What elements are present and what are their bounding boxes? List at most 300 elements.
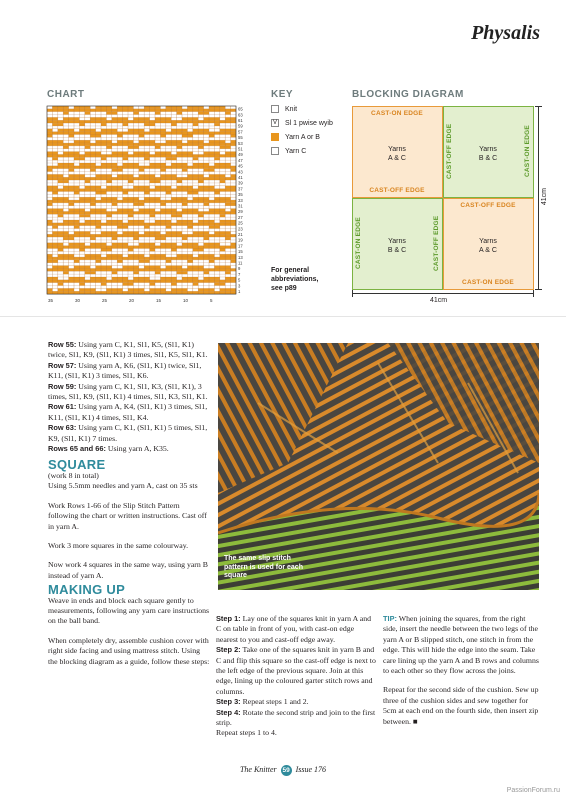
tip-label: TIP: [383,614,397,623]
chart-cell [123,283,128,286]
key-heading: KEY [271,89,294,100]
chart-cell [214,226,219,229]
chart-row [47,240,236,243]
chart-cell [220,277,225,280]
chart-cell [209,226,214,229]
chart-cell [112,209,117,212]
chart-cell [139,231,144,234]
chart-cell [106,249,111,252]
chart-cell [123,226,128,229]
chart-cell [155,112,160,115]
chart-cell [182,140,187,143]
chart-cell [209,129,214,132]
column-label: 10 [183,298,189,304]
chart-cell [123,129,128,132]
chart-cell [133,106,138,109]
chart-cell [204,266,209,269]
chart-row [47,149,236,152]
chart-cell [166,129,171,132]
row-label: 23 [238,226,243,232]
edge-label: CAST-ON EDGE [524,125,531,177]
chart-cell [171,220,176,223]
chart-row [47,200,236,203]
chart-cell [74,260,79,263]
chart-cell [128,283,133,286]
dimension-tick [535,106,542,107]
chart-cell [90,135,95,138]
dimension-tick [535,289,542,290]
chart-cell [90,174,95,177]
chart-cell [85,146,90,149]
chart-cell [198,180,203,183]
slip-swatch: V [272,120,277,126]
row-label: 39 [238,180,243,186]
height-dimension: 41cm [541,188,548,206]
chart-cell [177,214,182,217]
square-bottom-right [443,198,534,290]
chart-cell [144,226,149,229]
chart-cell [139,163,144,166]
chart-cell [214,220,219,223]
row-label: 25 [238,220,243,226]
chart-cell [52,220,57,223]
pattern-row: Row 59: Using yarn C, K1, Sl1, K3, (Sl1, K1), 3 times, Sl1, K9, (Sl1, K1) 4 times, Sl1, K3, Sl1, K1. [48,381,208,402]
chart-cell [47,266,52,269]
chart-cell [47,260,52,263]
chart-cell [58,277,63,280]
chart-cell [47,135,52,138]
chart-cell [204,237,209,240]
chart-cell [128,117,133,120]
chart-row [47,115,236,118]
chart-cell [177,180,182,183]
pattern-row: Rows 65 and 66: Using yarn A, K35. [48,444,169,454]
chart-row [47,263,236,266]
chart-row [47,186,236,189]
chart-cell [225,106,230,109]
key-item [271,119,333,127]
chart-cell [117,260,122,263]
chart-cell [155,271,160,274]
chart-cell [128,152,133,155]
chart-cell [112,203,117,206]
chart-cell [209,163,214,166]
chart-cell [63,140,68,143]
key-label: Knit [285,105,298,113]
chart-cell [139,260,144,263]
chart-cell [85,180,90,183]
chart-cell [47,203,52,206]
column-label: 30 [75,298,81,304]
chart-cell [58,152,63,155]
row-label: 35 [238,192,243,198]
chart-cell [182,237,187,240]
pattern-row: Row 55: Using yarn C, K1, Sl1, K5, (Sl1, K1) twice, Sl1, K9, (Sl1, K1) 3 times, Sl1, K5, Sl1, K1. [48,340,208,360]
chart-cell [112,112,117,115]
chart-cell [128,277,133,280]
edge-label: CAST-ON EDGE [462,279,514,286]
chart-key [271,105,333,161]
chart-cell [69,169,74,172]
chart-cell [150,283,155,286]
chart-cell [166,254,171,257]
chart-cell [47,163,52,166]
chart-cell [85,214,90,217]
steps-list [216,614,376,728]
row-label: 1 [238,288,241,294]
row-label: 31 [238,203,243,209]
chart-cell [150,180,155,183]
chart-cell [133,140,138,143]
chart-cell [166,288,171,291]
chart-cell [117,226,122,229]
chart-cell [79,117,84,120]
chart-cell [58,186,63,189]
chart-cell [63,277,68,280]
chart-cell [160,106,165,109]
chart-cell [198,152,203,155]
row-label: 3 [238,283,241,289]
chart-cell [69,197,74,200]
chart-cell [133,209,138,212]
chart-cell [177,243,182,246]
chart-cell [160,197,165,200]
chart-cell [231,169,236,172]
watermark: PassionForum.ru [506,787,560,794]
chart-cell [90,231,95,234]
chart-cell [225,237,230,240]
chart-cell [231,197,236,200]
chart-cell [150,117,155,120]
step-item: Step 3: Repeat steps 1 and 2. [216,697,309,707]
chart-cell [225,271,230,274]
chart-row [47,183,236,186]
chart-cell [90,140,95,143]
paragraph: Repeat for the second side of the cushion. Sew up three of the cushion sides and sew together for 5cm at each end on the fourth side, then insert zip between. ■ [383,685,539,726]
chart-row [47,177,236,180]
page-footer [0,765,566,776]
chart-cell [187,192,192,195]
instructions-column-3 [383,614,541,736]
chart-cell [69,231,74,234]
chart-cell [117,135,122,138]
chart-cell [52,129,57,132]
chart-cell [79,220,84,223]
edge-label: CAST-OFF EDGE [433,215,440,271]
chart-cell [144,192,149,195]
paragraph: Work Rows 1-66 of the Slip Stitch Pattern following the chart or written instructions. Cast off in yarn A. [48,500,207,531]
row-label: 65 [238,106,243,112]
chart-cell [112,169,117,172]
chart-row [47,217,236,220]
chart-cell [209,197,214,200]
chart-cell [193,192,198,195]
chart-cell [85,209,90,212]
chart-cell [85,112,90,115]
column-label: 25 [102,298,108,304]
row-label: 53 [238,140,243,146]
chart-cell [160,231,165,234]
chart-cell [150,277,155,280]
chart-cell [155,140,160,143]
chart-cell [182,266,187,269]
chart-cell [193,249,198,252]
square-heading: SQUARE [48,457,106,473]
chart-row [47,146,236,149]
page-title: Physalis [471,22,540,44]
chart-cell [101,254,106,257]
chart-cell [209,231,214,234]
chart-cell [123,220,128,223]
chart-cell [96,260,101,263]
chart-cell [193,152,198,155]
chart-cell [155,237,160,240]
edge-label: CAST-OFF EDGE [446,123,453,179]
chart-cell [133,203,138,206]
chart-cell [225,209,230,212]
chart-row [47,137,236,140]
chart-cell [139,106,144,109]
chart-cell [123,157,128,160]
chart-cell [182,203,187,206]
blocking-heading: BLOCKING DIAGRAM [352,89,464,100]
knitted-cushion-photo [218,343,539,590]
chart-cell [198,117,203,120]
chart-cell [101,123,106,126]
chart-cell [220,249,225,252]
chart-cell [58,123,63,126]
chart-cell [117,197,122,200]
chart-cell [171,186,176,189]
chart-cell [209,135,214,138]
chart-cell [101,220,106,223]
chart-cell [214,157,219,160]
chart-cell [112,106,117,109]
chart-row [47,277,236,280]
chart-cell [198,249,203,252]
key-item [271,105,333,113]
chart-cell [139,135,144,138]
chart-row [47,286,236,289]
chart-cell [160,135,165,138]
chart-cell [144,163,149,166]
chart-cell [193,123,198,126]
chart-row [47,234,236,237]
row-label: 17 [238,243,243,249]
chart-cell [90,237,95,240]
chart-cell [74,254,79,257]
chart-row [47,126,236,129]
paragraph: Using 5.5mm needles and yarn A, cast on 35 sts [48,481,198,491]
making-up-heading: MAKING UP [48,582,126,598]
knit-swatch [271,105,279,113]
chart-cell [79,152,84,155]
chart-cell [193,157,198,160]
chart-cell [204,209,209,212]
chart-cell [85,243,90,246]
chart-cell [187,260,192,263]
chart-cell [101,283,106,286]
chart-cell [52,123,57,126]
chart-cell [63,112,68,115]
chart-cell [128,146,133,149]
tip-paragraph [383,614,541,676]
chart-row [47,180,236,183]
square-bottom-left [352,198,443,290]
row-label: 57 [238,129,243,135]
chart-cell [182,135,187,138]
chart-row [47,189,236,192]
chart-cell [58,249,63,252]
chart-cell [144,129,149,132]
chart-cell [47,231,52,234]
chart-cell [231,106,236,109]
chart-cell [209,169,214,172]
chart-cell [204,140,209,143]
chart-row [47,206,236,209]
chart-cell [171,117,176,120]
chart-cell [47,169,52,172]
chart-cell [150,249,155,252]
chart-cell [52,157,57,160]
chart-cell [150,186,155,189]
chart-cell [166,197,171,200]
chart-cell [123,186,128,189]
tip-text: When joining the squares, from the right side, insert the needle between the two legs of the yarn A or B slipped stitch, one stitch in from the edge. This will hide the edge into the seam. Take care lining up the yarn A and B rows and columns to each other so they flow across the joins. [383,614,539,676]
chart-cell [52,226,57,229]
chart-cell [177,146,182,149]
chart-cell [171,254,176,257]
width-dimension: 41cm [430,297,448,304]
chart-cell [225,140,230,143]
yarns-label: Yarns B & C [387,238,407,254]
chart-cell [101,192,106,195]
chart-cell [150,123,155,126]
chart-cell [123,254,128,257]
chart-cell [144,254,149,257]
chart-cell [155,243,160,246]
chart-cell [144,157,149,160]
chart-cell [90,106,95,109]
chart-cell [204,169,209,172]
chart-cell [128,180,133,183]
chart-cell [193,220,198,223]
row-label: 55 [238,135,243,141]
chart-cell [177,271,182,274]
chart-cell [225,112,230,115]
chart-cell [214,123,219,126]
chart-cell [198,112,203,115]
chart-cell [193,288,198,291]
chart-cell [117,266,122,269]
chart-cell [160,169,165,172]
chart-cell [139,169,144,172]
chart-cell [63,209,68,212]
chart-cell [166,192,171,195]
row-label: 15 [238,249,243,255]
chart-row [47,246,236,249]
chart-cell [69,237,74,240]
chart-cell [96,197,101,200]
chart-cell [133,271,138,274]
chart-row [47,166,236,169]
yarns-label: Yarns A & C [388,146,406,162]
row-label: 37 [238,186,243,192]
chart-cell [85,117,90,120]
chart-cell [231,260,236,263]
row-label: 63 [238,112,243,118]
edge-label: CAST-ON EDGE [355,217,362,269]
chart-cell [150,214,155,217]
chart-cell [112,140,117,143]
chart-row [47,154,236,157]
pattern-row: Row 61: Using yarn A, K4, (Sl1, K1) 3 times, Sl1, K11, (Sl1, K1) 4 times, Sl1, K4. [48,402,208,422]
chart-row [47,249,236,252]
chart-cell [85,271,90,274]
chart-cell [198,146,203,149]
column-label: 20 [129,298,135,304]
chart-row [47,152,236,155]
chart-cell [198,277,203,280]
chart-cell [231,163,236,166]
chart-cell [231,203,236,206]
chart-row [47,291,236,294]
dimension-tick [352,290,353,297]
chart-cell [187,231,192,234]
chart-cell [139,197,144,200]
chart-row [47,117,236,120]
chart-cell [79,157,84,160]
chart-cell [128,243,133,246]
chart-row [47,211,236,214]
row-label: 45 [238,163,243,169]
chart-cell [171,157,176,160]
paragraph: Weave in ends and block each square gently to measurements, following any yarn care instructions on the ball band. [48,595,210,626]
chart-row [47,251,236,254]
column-label: 35 [48,298,54,304]
chart-cell [220,146,225,149]
chart-cell [220,243,225,246]
chart-row [47,283,236,286]
chart-cell [177,112,182,115]
magazine-name: The Knitter [239,765,277,774]
chart-cell [74,226,79,229]
photo-caption: The same slip stitch pattern is used for each square [224,555,303,579]
chart-row [47,257,236,260]
chart-cell [63,174,68,177]
column-label: 5 [210,298,213,304]
key-item [271,133,333,141]
square-top-left [352,106,443,198]
chart-cell [182,271,187,274]
chart-cell [177,174,182,177]
row-label: 43 [238,169,243,175]
chart-cell [58,117,63,120]
yarn-c-swatch [271,147,279,155]
chart-cell [128,186,133,189]
chart-row [47,274,236,277]
chart-heading: CHART [47,89,85,100]
step-item: Step 4: Rotate the second strip and join to the first strip. [216,707,376,728]
chart-cell [182,169,187,172]
chart-cell [101,152,106,155]
chart-cell [220,180,225,183]
chart-cell [182,174,187,177]
chart-cell [214,186,219,189]
chart-cell [209,266,214,269]
chart-cell [214,254,219,257]
paragraph: Now work 4 squares in the same way, using yarn B instead of yarn A. [48,560,208,580]
